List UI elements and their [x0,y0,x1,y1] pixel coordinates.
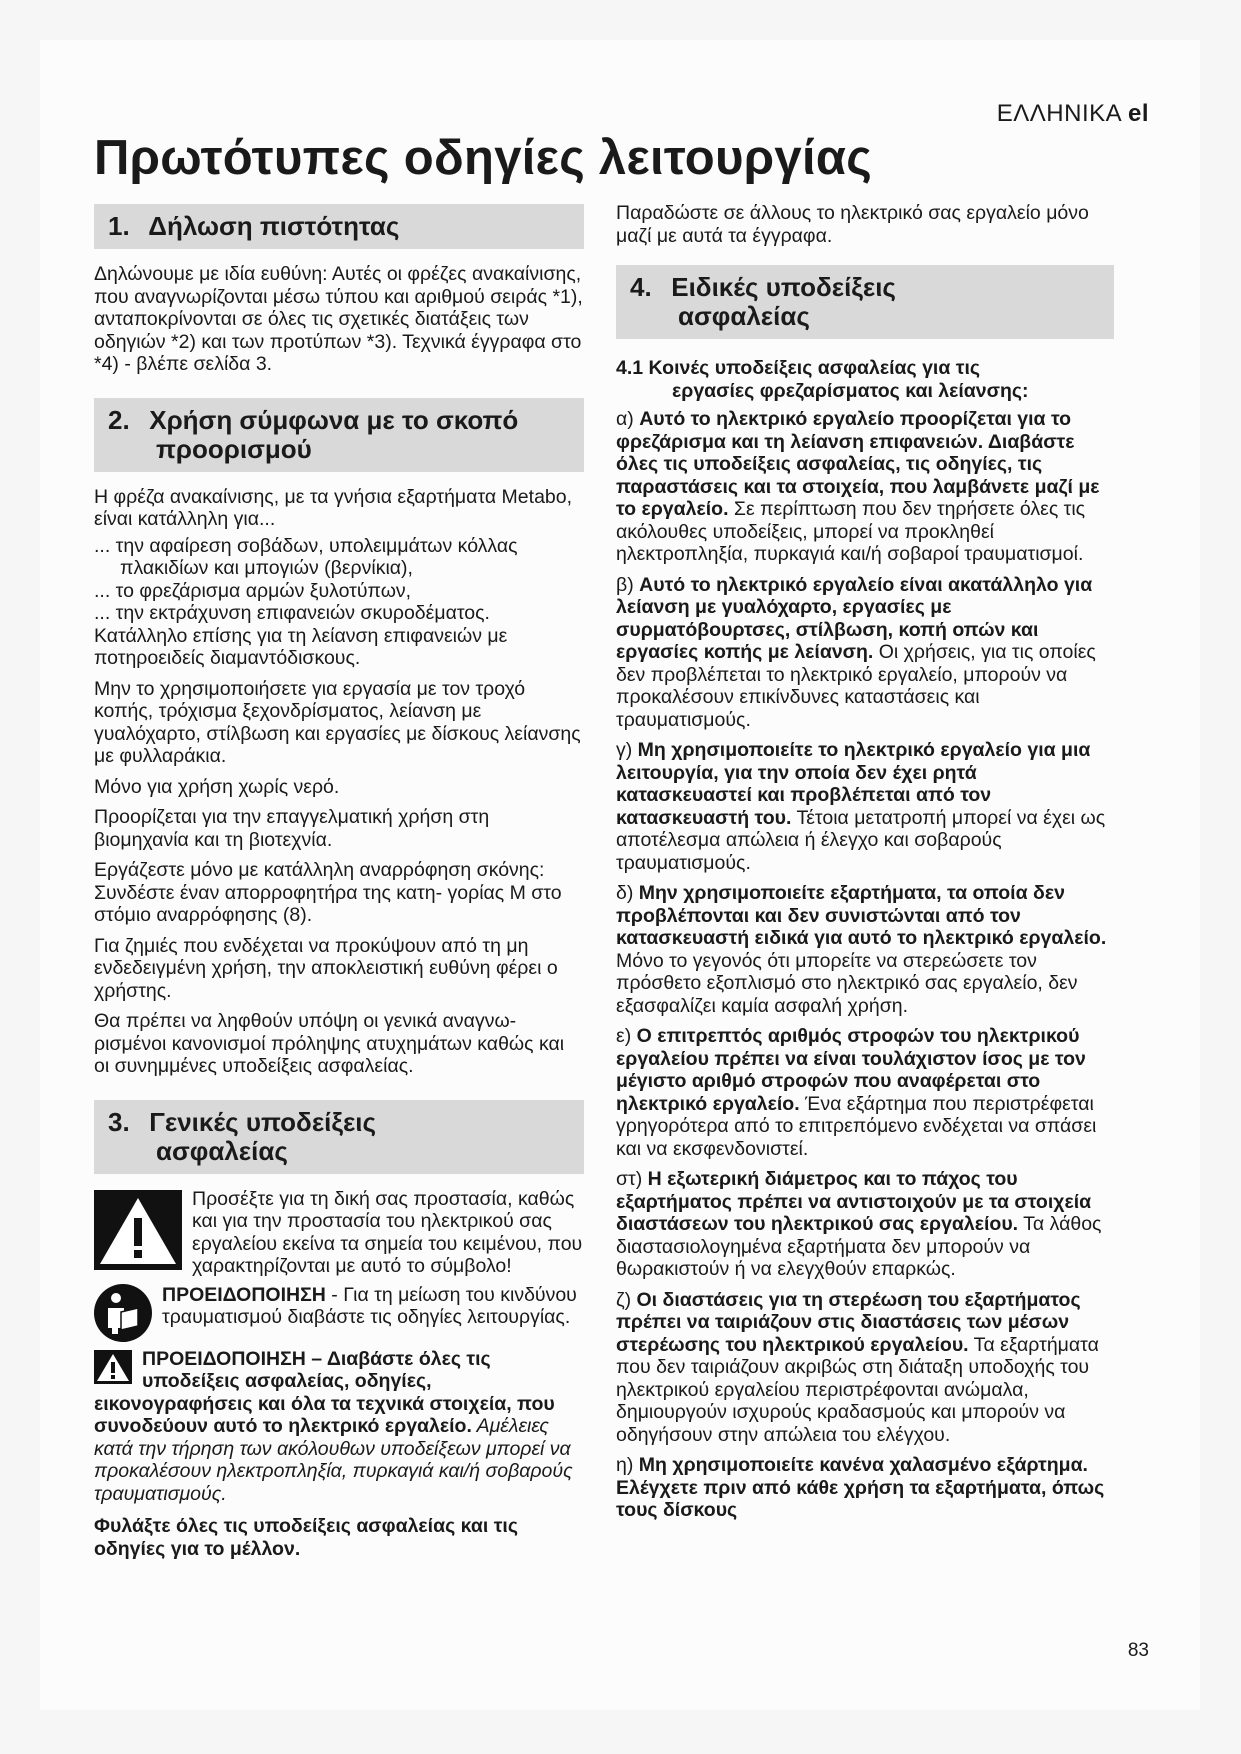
safety-item-e: ε) Ο επιτρεπτός αριθμός στροφών του ηλεκτρικού εργαλείου πρέπει να είναι τουλάχιστον ίσος με τον μέγιστο αριθμό στροφών που αναφέρεται στο ηλεκτρικό εργαλείο. Ένα εξάρτημα που περιστρέφεται γρηγορότερα από το επιτρεπόμενο ενδέχεται να σπάσει και να εκσφενδονιστεί. [616,1025,1097,1160]
use-paragraph-4: Προορίζεται για την επαγγελματική χρήση στη βιομηχανία και τη βιοτεχνία. [94,806,490,851]
attention-text: Προσέξτε για τη δική σας προστασία, καθώς και για την προστασία του ηλεκτρικού σας εργαλείου εκείνα τα σημεία του κειμένου, που χαρακτηρίζονται με αυτό το σύμβολο! [192,1187,583,1277]
read-manual-icon [94,1284,152,1342]
page-number: 83 [1127,1640,1149,1661]
safety-item-b: β) Αυτό το ηλεκτρικό εργαλείο είναι ακατάλληλο για λείανση με γυαλόχαρτο, εργασίες με συρματόβουρτσες, στίλβωση, κοπή οπών και εργασίες κοπής με λείανση. Οι χρήσεις, για τις οποίες δεν προβλέπεται το ηλεκτρικό εργαλείο, μπορούν να προκαλέσουν επικίνδυνες καταστάσεις και τραυματισμούς. [616,573,1096,731]
use-paragraph-7: Θα πρέπει να ληφθούν υπόψη οι γενικά αναγνω- ρισμένοι κανονισμοί πρόληψης ατυχημάτων καθώς και οι συνημμένες υποδείξεις ασφαλείας. [94,1010,565,1077]
right-column [616,202,1114,1530]
keep-instructions-text: Φυλάξτε όλες τις υποδείξεις ασφαλείας και τις οδηγίες για το μέλλον. [94,1515,518,1560]
section-1-heading: 1. Δήλωση πιστότητας [94,204,584,249]
handover-text: Παραδώστε σε άλλους το ηλεκτρικό σας εργαλείο μόνο μαζί με αυτά τα έγγραφα. [616,202,1089,247]
section-3-heading: 3. Γενικές υποδείξεις ασφαλείας [94,1100,584,1174]
safety-item-h: η) Μη χρησιμοποιείτε κανένα χαλασμένο εξάρτημα. Ελέγχετε πριν από κάθε χρήση τα εξαρτήματα, όπως τους δίσκους [616,1454,1105,1521]
use-list-item-1: ... την αφαίρεση σοβάδων, υπολειμμάτων κόλλας πλακιδίων και μπογιών (βερνίκια), [94,534,518,579]
safety-item-g: ζ) Οι διαστάσεις για τη στερέωση του εξαρτήματος πρέπει να ταιριάζουν στις διαστάσεις των μέσων στερέωσης του ηλεκτρικού εργαλείου. Τα εξαρτήματα που δεν ταιριάζουν ακριβώς στη διάταξη υποδοχής του ηλεκτρικού εργαλείου περιστρέφονται ανώμαλα, δημιουργούν ισχυρούς κραδασμούς και μπορούν να οδηγήσουν στην απώλεια του ελέγχου. [616,1288,1099,1446]
read-manual-warning: ΠΡΟΕΙΔΟΠΟΙΗΣΗ - Για τη μείωση του κινδύνου τραυματισμού διαβάστε τις οδηγίες λειτουργίας. [94,1284,584,1342]
attention-block [94,1188,584,1278]
page-title: Πρωτότυπες οδηγίες λειτουργίας [94,131,873,185]
intended-use-intro: Η φρέζα ανακαίνισης, με τα γνήσια εξαρτήματα Metabo, είναι κατάλληλη για... [94,485,573,530]
warning-triangle-icon [94,1190,182,1270]
warning-small-icon [94,1350,132,1384]
section-2-heading: 2. Χρήση σύμφωνα με το σκοπό προορισμού [94,398,584,472]
use-paragraph-5: Εργάζεστε μόνο με κατάλληλη αναρρόφηση σκόνης: Συνδέστε έναν απορροφητήρα της κατη- γορίας M στο στόμιο αναρρόφησης (8). [94,859,562,926]
subsection-4-1-heading: 4.1 Κοινές υποδείξεις ασφαλείας για τις εργασίες φρεζαρίσματος και λείανσης: [616,357,1029,402]
language-label: ΕΛΛΗΝΙΚΑ el [996,100,1149,127]
use-paragraph-6: Για ζημιές που ενδέχεται να προκύψουν από τη μη ενδεδειγμένη χρήση, την αποκλειστική ευθύνη φέρει ο χρήστης. [94,934,558,1002]
use-paragraph-3: Μόνο για χρήση χωρίς νερό. [94,775,340,798]
use-paragraph-1: Κατάλληλο επίσης για τη λείανση επιφανειών με ποτηροειδείς διαμαντόδισκους. [94,624,508,669]
safety-item-a: α) Αυτό το ηλεκτρικό εργαλείο προορίζεται για το φρεζάρισμα και τη λείανση επιφανειών. Διαβάστε όλες τις υποδείξεις ασφαλείας, τις οδηγίες, τις παραστάσεις και τα στοιχεία, που λαμβάνετε μαζί με το εργαλείο. Σε περίπτωση που δεν τηρήσετε όλες τις ακόλουθες υποδείξεις, μπορεί να προκληθεί ηλεκτροπληξία, πυρκαγιά και/ή σοβαροί τραυματισμοί. [616,408,1100,565]
safety-item-f: στ) Η εξωτερική διάμετρος και το πάχος του εξαρτήματος πρέπει να αντιστοιχούν με τα στοιχεία διαστάσεων του ηλεκτρικού σας εργαλείου. Τα λάθος διαστασιολογημένα εξαρτήματα δεν μπορούν να θωρακιστούν ή να ελεγχθούν επαρκώς. [616,1168,1102,1280]
declaration-text: Δηλώνουμε με ιδία ευθύνη: Αυτές οι φρέζες ανακαίνισης, που αναγνωρίζονται μέσω τύπου και αριθμού σειράς *1), ανταποκρίνονται σε όλες τις σχετικές διατάξεις των οδηγιών *2) και των προτύπων *3). Τεχνικά έγγραφα στο *4) - βλέπε σελίδα 3. [94,263,583,375]
use-paragraph-2: Μην το χρησιμοποιήσετε για εργασία με τον τροχό κοπής, τρόχισμα ξεχονδρίσματος, λείανση με γυαλόχαρτο, στίλβωση και εργασίες με δίσκους λείανσης με φυλλαράκια. [94,677,581,767]
section-4-heading: 4. Ειδικές υποδείξεις ασφαλείας [616,265,1114,339]
general-warning: ΠΡΟΕΙΔΟΠΟΙΗΣΗ – Διαβάστε όλες τις υποδείξεις ασφαλείας, οδηγίες, εικονογραφήσεις και όλα τα τεχνικά στοιχεία, που συνοδεύουν αυτό το ηλεκτρικό εργαλείο. Αμέλειες κατά την τήρηση των ακόλουθων υποδείξεων μπορεί να προκαλέσουν ηλεκτροπληξία, πυρκαγιά και/ή σοβαρούς τραυματισμούς. [94,1347,573,1505]
safety-item-c: γ) Μη χρησιμοποιείτε το ηλεκτρικό εργαλείο για μια λειτουργία, για την οποία δεν έχει ρητά κατασκευαστεί και προβλέπεται από τον κατασκευαστή του. Τέτοια μετατροπή μπορεί να έχει ως αποτέλεσμα απώλεια ή έλεγχο και σοβαρούς τραυματισμούς. [616,739,1106,874]
left-column [94,204,584,1568]
safety-item-d: δ) Μην χρησιμοποιείτε εξαρτήματα, τα οποία δεν προβλέπονται και δεν συνιστώνται από τον κατασκευαστή ειδικά για αυτό το ηλεκτρικό εργαλείο. Μόνο το γεγονός ότι μπορείτε να στερεώσετε τον πρόσθετο εξοπλισμό στο ηλεκτρικό σας εργαλείο, δεν εξασφαλίζει καμία ασφαλή χρήση. [616,882,1107,1017]
use-list-item-3: ... την εκτράχυνση επιφανειών σκυροδέματος. [94,602,490,624]
use-list-item-2: ... το φρεζάρισμα αρμών ξυλοτύπων, [94,579,412,602]
